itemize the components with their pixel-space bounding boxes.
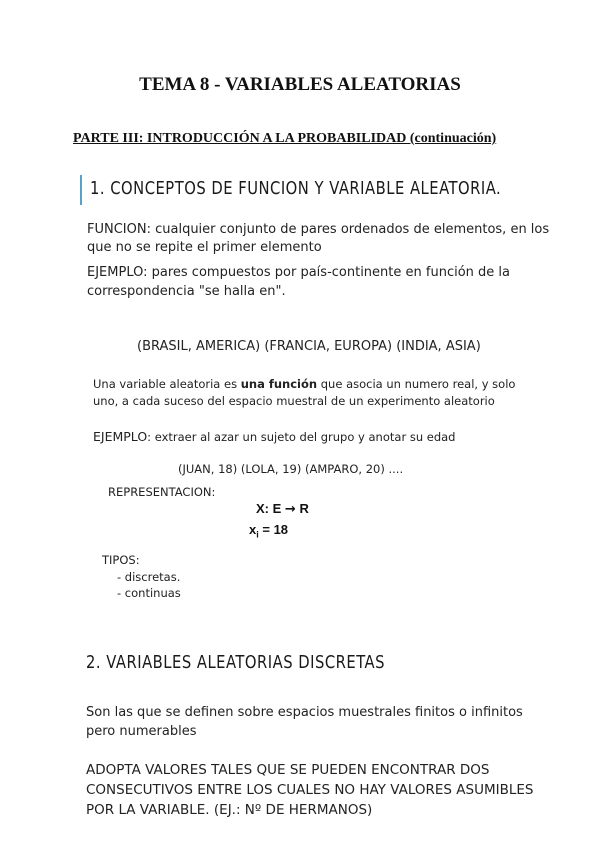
discretas-caps-line1: ADOPTA VALORES TALES QUE SE PUEDEN ENCONTRAR DOS [86,762,490,778]
va-line1-c: que asocia un numero real, y solo [317,377,516,391]
formula-subscript: i [256,529,259,540]
ejemplo2-label: EJEMPLO [93,429,148,444]
formula-domain: X: E [256,501,282,516]
ejemplo2-text: : extraer al azar un sujeto del grupo y anotar su edad [147,430,456,444]
va-definition [93,376,515,393]
funcion-line2: que no se repite el primer elemento [87,240,322,255]
section-accent-bar [80,175,82,205]
formula-value [249,522,288,540]
tipo-item: - continuas [117,586,181,600]
tipos-label: TIPOS: [102,553,140,567]
ejemplo-line2: correspondencia "se halla en". [87,284,286,299]
formula-rest: = 18 [258,522,289,537]
discretas-line1: Son las que se definen sobre espacios muestrales finitos o infinitos [86,705,523,720]
representacion-label: REPRESENTACION: [108,485,216,499]
discretas-caps-line2: CONSECUTIVOS ENTRE LOS CUALES NO HAY VALORES ASUMIBLES [86,782,534,798]
section2-heading: 2. VARIABLES ALEATORIAS DISCRETAS [86,652,386,673]
va-line2: uno, a cada suceso del espacio muestral de un experimento aleatorio [93,394,495,408]
va-line1-a: Una variable aleatoria es [93,377,241,391]
tipo-item: - discretas. [117,570,181,584]
funcion-line1: : cualquier conjunto de pares ordenados de elementos, en los [146,222,550,237]
funcion-definition [87,221,549,239]
va-line1-bold: una función [240,377,318,391]
country-pairs: (BRASIL, AMERICA) (FRANCIA, EUROPA) (INDIA, ASIA) [137,339,481,354]
ejemplo-label: EJEMPLO [87,265,144,280]
ejemplo2 [93,428,455,446]
formula-mapping [256,501,309,517]
discretas-line2: pero numerables [86,724,197,739]
formula-var: x [249,522,257,537]
name-age-pairs: (JUAN, 18) (LOLA, 19) (AMPARO, 20) .... [178,462,404,476]
page-subtitle: PARTE III: INTRODUCCIÓN A LA PROBABILIDAD (continuación) [73,131,497,146]
page-title: TEMA 8 - VARIABLES ALEATORIAS [139,74,461,95]
arrow-icon: → [284,502,296,517]
ejemplo-definition [87,264,510,282]
section1-heading: 1. CONCEPTOS DE FUNCION Y VARIABLE ALEATORIA. [90,178,502,199]
formula-codomain: R [299,501,309,516]
ejemplo-line1: : pares compuestos por país-continente en función de la [143,265,510,280]
discretas-caps-line3: POR LA VARIABLE. (EJ.: Nº DE HERMANOS) [86,802,373,818]
funcion-label: FUNCION [87,222,147,237]
